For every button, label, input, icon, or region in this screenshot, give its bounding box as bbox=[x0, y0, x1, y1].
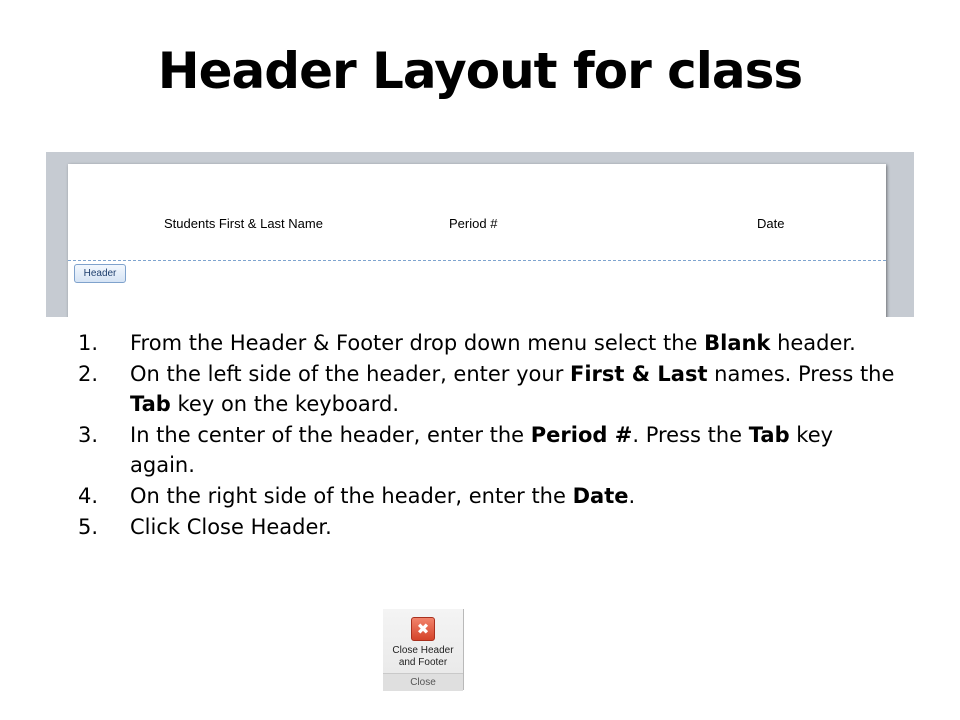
header-period[interactable]: Period # bbox=[449, 216, 498, 231]
document-header-preview bbox=[46, 152, 914, 317]
header-date[interactable]: Date bbox=[757, 216, 785, 231]
instruction-steps bbox=[78, 328, 898, 543]
step-text: key again. bbox=[130, 423, 834, 477]
step-emphasis: Period # bbox=[530, 423, 633, 447]
step-number: 5. bbox=[78, 515, 99, 539]
close-label-line-1: Close Header bbox=[392, 645, 454, 656]
slide-title: Header Layout for class bbox=[157, 42, 803, 100]
step-emphasis: Tab bbox=[130, 392, 171, 416]
header-student-name[interactable]: Students First & Last Name bbox=[164, 216, 323, 231]
step-text: names. Press the bbox=[707, 362, 895, 386]
step-text: From the Header & Footer drop down menu select the bbox=[130, 331, 705, 355]
step-emphasis: First & Last bbox=[570, 362, 708, 386]
close-x-icon: ✖ bbox=[411, 617, 435, 641]
step-text: . Press the bbox=[632, 423, 749, 447]
close-label-line-2: and Footer bbox=[398, 657, 448, 668]
close-header-footer-label bbox=[383, 645, 463, 669]
step-emphasis: Date bbox=[572, 484, 629, 508]
close-header-footer-button[interactable] bbox=[383, 609, 464, 690]
header-boundary-line bbox=[68, 260, 886, 261]
step-text: On the left side of the header, enter your bbox=[130, 362, 571, 386]
step-item bbox=[78, 328, 898, 358]
step-number: 2. bbox=[78, 362, 99, 386]
close-group-label: Close bbox=[383, 673, 463, 691]
step-item bbox=[78, 512, 898, 542]
step-emphasis: Tab bbox=[748, 423, 790, 447]
step-text: In the center of the header, enter the bbox=[130, 423, 531, 447]
document-page[interactable] bbox=[68, 164, 886, 317]
step-text: Click Close Header. bbox=[130, 515, 332, 539]
header-tab-label: Header bbox=[74, 264, 126, 283]
step-item bbox=[78, 481, 898, 511]
step-number: 4. bbox=[78, 484, 99, 508]
step-emphasis: Blank bbox=[704, 331, 771, 355]
step-text: . bbox=[628, 484, 636, 508]
step-item bbox=[78, 359, 898, 419]
step-text: key on the keyboard. bbox=[170, 392, 399, 416]
step-number: 3. bbox=[78, 423, 99, 447]
step-item bbox=[78, 420, 898, 480]
step-text: On the right side of the header, enter the bbox=[130, 484, 573, 508]
step-text: header. bbox=[770, 331, 856, 355]
step-number: 1. bbox=[78, 331, 99, 355]
